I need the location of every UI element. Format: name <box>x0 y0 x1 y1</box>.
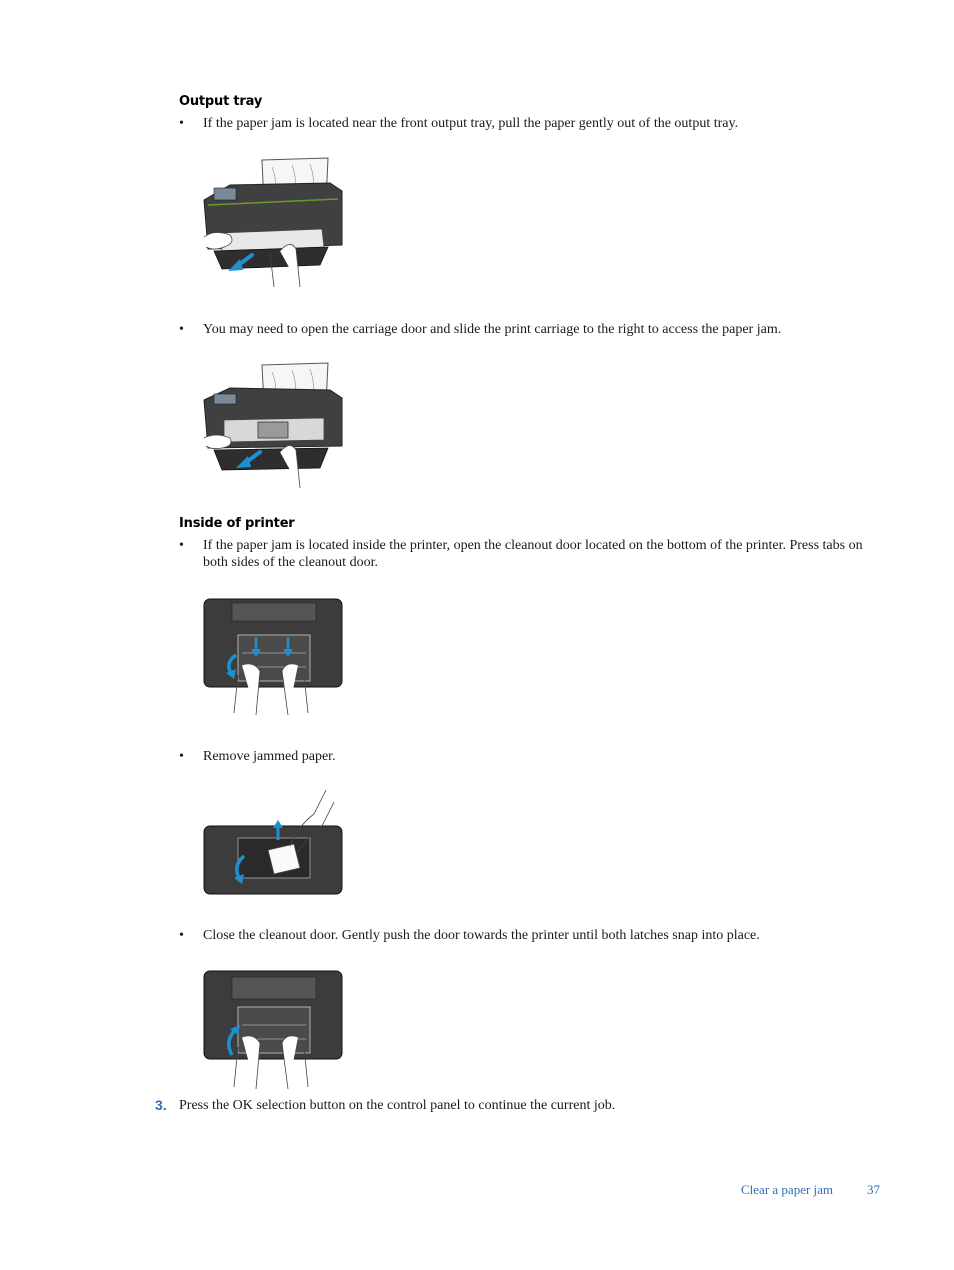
instruction-text: You may need to open the carriage door and slide the print carriage to the right to access the paper jam. <box>203 322 782 337</box>
bullet-marker: • <box>179 928 184 943</box>
step-text: Press the OK selection button on the control panel to continue the current job. <box>179 1098 616 1113</box>
instruction-text: Remove jammed paper. <box>203 749 336 764</box>
section-heading-output-tray: Output tray <box>179 94 263 109</box>
bullet-marker: • <box>179 749 184 764</box>
instruction-text: If the paper jam is located inside the printer, open the cleanout door located on the bottom of the printer. Press tabs on both sides of the cleanout door. <box>203 538 863 570</box>
bullet-marker: • <box>179 116 184 131</box>
remove-jammed-paper-illustration <box>202 786 345 898</box>
bullet-marker: • <box>179 538 184 553</box>
instruction-text: Close the cleanout door. Gently push the door towards the printer until both latches snap into place. <box>203 928 760 943</box>
cleanout-door-tabs-illustration <box>202 595 345 717</box>
instruction-text: If the paper jam is located near the front output tray, pull the paper gently out of the output tray. <box>203 116 739 131</box>
close-cleanout-door-illustration <box>202 967 345 1091</box>
printer-output-tray-illustration <box>200 155 345 290</box>
page-number: 37 <box>867 1182 880 1197</box>
section-heading-inside-printer: Inside of printer <box>179 516 295 531</box>
step-number: 3. <box>155 1097 167 1113</box>
printer-carriage-illustration <box>200 360 345 495</box>
bullet-marker: • <box>179 322 184 337</box>
footer-section-title: Clear a paper jam <box>741 1182 834 1197</box>
